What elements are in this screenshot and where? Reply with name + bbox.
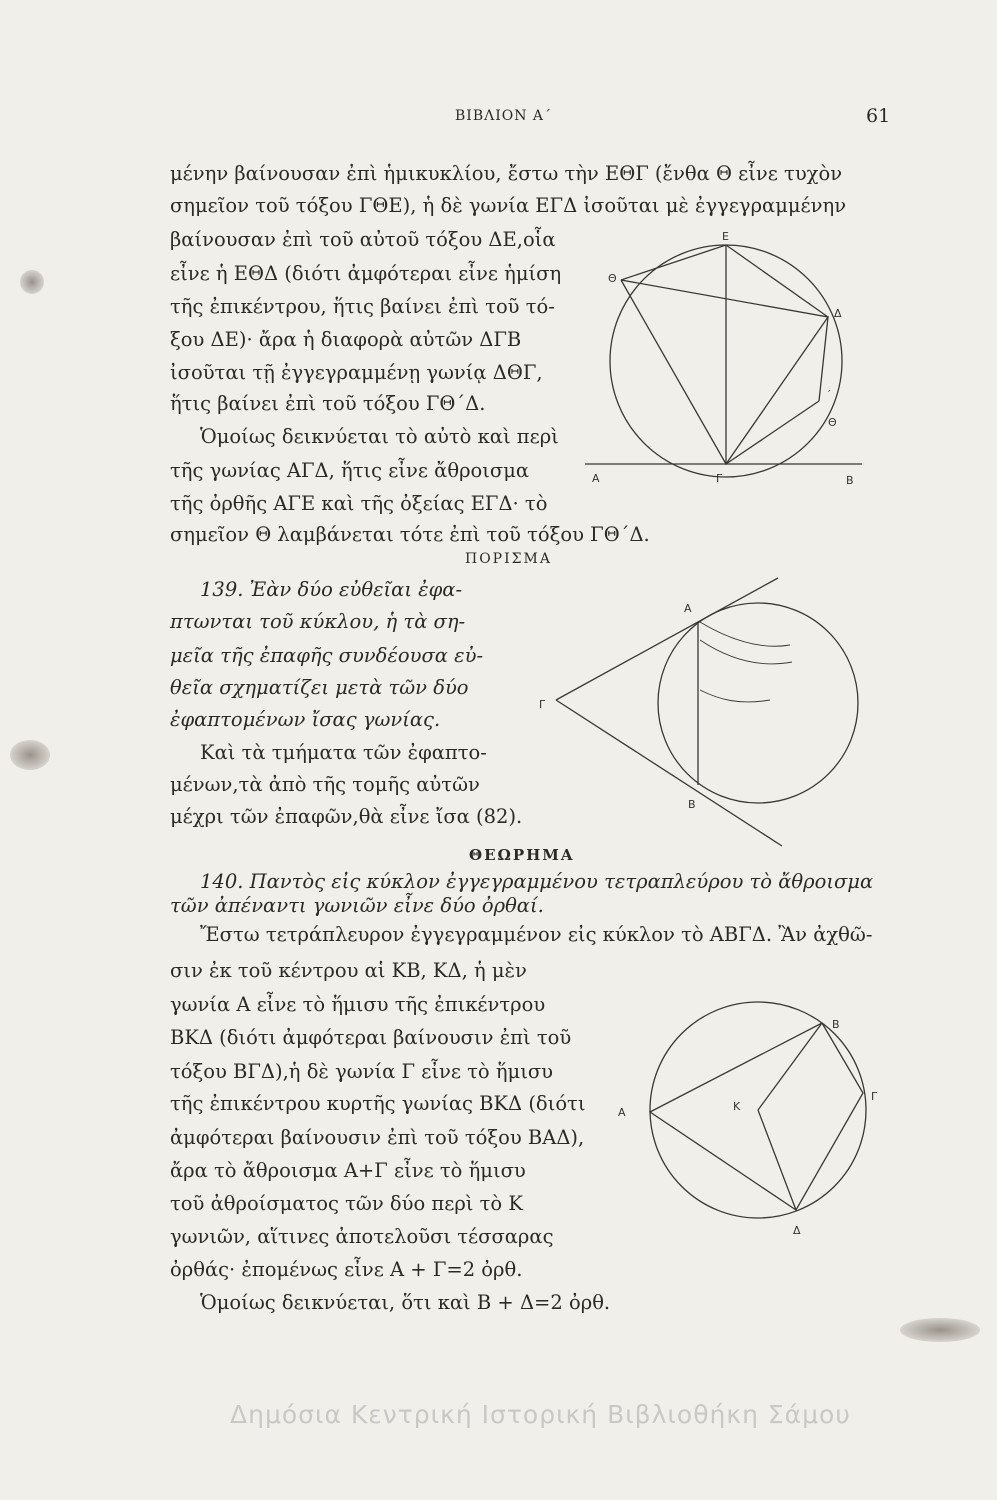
text-line: ἀμφότεραι βαίνουσιν ἐπὶ τοῦ τόξου ΒΑΔ), [170,1126,585,1149]
chord-D-theta [819,317,828,401]
text-line: σημεῖον τοῦ τόξου ΓΘΕ), ἡ δὲ γωνία ΕΓΔ ἰσοῦται μὲ ἐγγεγραμμένην [170,194,847,217]
library-watermark: Δημόσια Κεντρική Ιστορική Βιβλιοθήκη Σάμου [230,1400,851,1429]
fig1-label-theta: Θ [608,272,617,285]
fig3-label-D: Δ [793,1224,801,1237]
text-line: 140. Παντὸς εἰς κύκλον ἐγγεγραμμένου τετραπλεύρου τὸ ἄθροισμα [200,870,874,893]
figure-2-drawing [556,578,858,846]
fig3-label-A: Α [618,1106,626,1119]
chord-G-theta [726,401,819,464]
text-line: μεῖα τῆς ἐπαφῆς συνδέουσα εὐ- [170,644,484,667]
text-line: τῆς ἐπικέντρου, ἥτις βαίνει ἐπὶ τοῦ τό- [170,295,555,318]
ink-stain [20,270,44,294]
text-line: ΒΚΔ (διότι ἀμφότεραι βαίνουσιν ἐπὶ τοῦ [170,1026,572,1049]
fig1-label-theta-prime: Θ [828,416,837,429]
fig3-label-K: Κ [733,1100,741,1113]
text-line: μέχρι τῶν ἐπαφῶν,θὰ εἶνε ἴσα (82). [170,805,523,828]
chord-ED [726,245,828,317]
figure-2-shading [700,622,792,702]
page-number: 61 [866,105,891,127]
text-line: ἰσοῦται τῇ ἐγγεγραμμένῃ γωνίᾳ ΔΘΓ, [170,361,543,384]
text-line: σιν ἐκ τοῦ κέντρου αἱ ΚΒ, ΚΔ, ἡ μὲν [170,959,527,982]
radius-KB [758,1023,822,1110]
figure-1-drawing [585,245,862,477]
figure-1-chords [621,245,828,464]
fig1-label-G: Γ [716,472,723,485]
fig2-label-G: Γ [539,698,546,711]
fig2-label-A: Α [684,602,692,615]
text-line: τῆς γωνίας ΑΓΔ, ἥτις εἶνε ἄθροισμα [170,459,530,482]
fig3-label-G: Γ [871,1090,878,1103]
text-line: Ὁμοίως δεικνύεται τὸ αὐτὸ καὶ περὶ [200,425,559,448]
fig3-label-B: Β [832,1018,840,1031]
figure-2-circle [658,603,858,803]
radius-KD [758,1110,796,1210]
figure-3-drawing [650,1002,866,1218]
text-line: τοῦ ἀθροίσματος τῶν δύο περὶ τὸ Κ [170,1192,523,1215]
text-line: μένων,τὰ ἀπὸ τῆς τομῆς αὐτῶν [170,773,480,796]
text-line: ξου ΔΕ)· ἄρα ἡ διαφορὰ αὐτῶν ΔΓΒ [170,328,522,351]
text-line: ἐφαπτομένων ἴσας γωνίας. [170,708,441,731]
text-line: Ἔστω τετράπλευρον ἐγγεγραμμένον εἰς κύκλον τὸ ΑΒΓΔ. Ἂν ἀχθῶ- [200,923,873,946]
fig2-label-B: Β [688,798,696,811]
fig1-label-B: Β [846,474,854,487]
text-line: ὀρθάς· ἐπομένως εἶνε Α + Γ=2 ὀρθ. [170,1258,523,1281]
text-line: Καὶ τὰ τμήματα τῶν ἐφαπτο- [200,741,487,764]
theorema-caption: ΘΕΩΡΗΜΑ [469,846,575,864]
text-line: ἥτις βαίνει ἐπὶ τοῦ τόξου ΓΘ΄Δ. [170,392,486,415]
text-line: 139. Ἐὰν δύο εὐθεῖαι ἐφα- [200,578,463,601]
fig1-label-E: Ε [722,230,729,243]
text-line: πτωνται τοῦ κύκλου, ἡ τὰ ση- [170,610,466,633]
quadrilateral-ABGD [650,1023,863,1210]
text-line: μένην βαίνουσαν ἐπὶ ἡμικυκλίου, ἔστω τὴν ΕΘΓ (ἔνθα Θ εἶνε τυχὸν [170,162,843,185]
text-line: εἶνε ἡ ΕΘΔ (διότι ἀμφότεραι εἶνε ἡμίση [170,262,562,285]
text-line: τῆς ὀρθῆς ΑΓΕ καὶ τῆς ὀξείας ΕΓΔ· τὸ [170,492,548,515]
text-line: τῆς ἐπικέντρου κυρτῆς γωνίας ΒΚΔ (διότι [170,1092,586,1115]
text-line: γωνία Α εἶνε τὸ ἥμισυ τῆς ἐπικέντρου [170,993,546,1016]
text-line: Ὁμοίως δεικνύεται, ὅτι καὶ Β + Δ=2 ὀρθ. [200,1291,611,1314]
text-line: ἄρα τὸ ἄθροισμα Α+Γ εἶνε τὸ ἥμισυ [170,1159,526,1182]
text-line: γωνιῶν, αἵτινες ἀποτελοῦσι τέσσαρας [170,1225,554,1248]
tangent-GA [556,578,778,700]
fig1-label-prime: ′ [828,388,831,401]
ink-stain [10,740,50,770]
porisma-caption: ΠΟΡΙΣΜΑ [465,551,552,567]
header-title: ΒΙΒΛΙΟΝ Α΄ [455,108,553,124]
fig1-label-A: Α [592,472,600,485]
text-line: σημεῖον Θ λαμβάνεται τότε ἐπὶ τοῦ τόξου ΓΘ΄Δ. [170,523,650,546]
text-line: τόξου ΒΓΔ),ἡ δὲ γωνία Γ εἶνε τὸ ἥμισυ [170,1060,554,1083]
running-header [0,105,997,138]
figure-3-circle [650,1002,866,1218]
text-line: βαίνουσαν ἐπὶ τοῦ αὐτοῦ τόξου ΔΕ,οἷα [170,228,556,251]
text-line: θεῖα σχηματίζει μετὰ τῶν δύο [170,676,469,699]
text-line: τῶν ἀπέναντι γωνιῶν εἶνε δύο ὀρθαί. [170,894,544,917]
tangent-GB [556,700,782,846]
ink-stain [900,1318,980,1342]
figure-1-circle [610,245,842,477]
fig1-label-delta: Δ [834,307,842,320]
